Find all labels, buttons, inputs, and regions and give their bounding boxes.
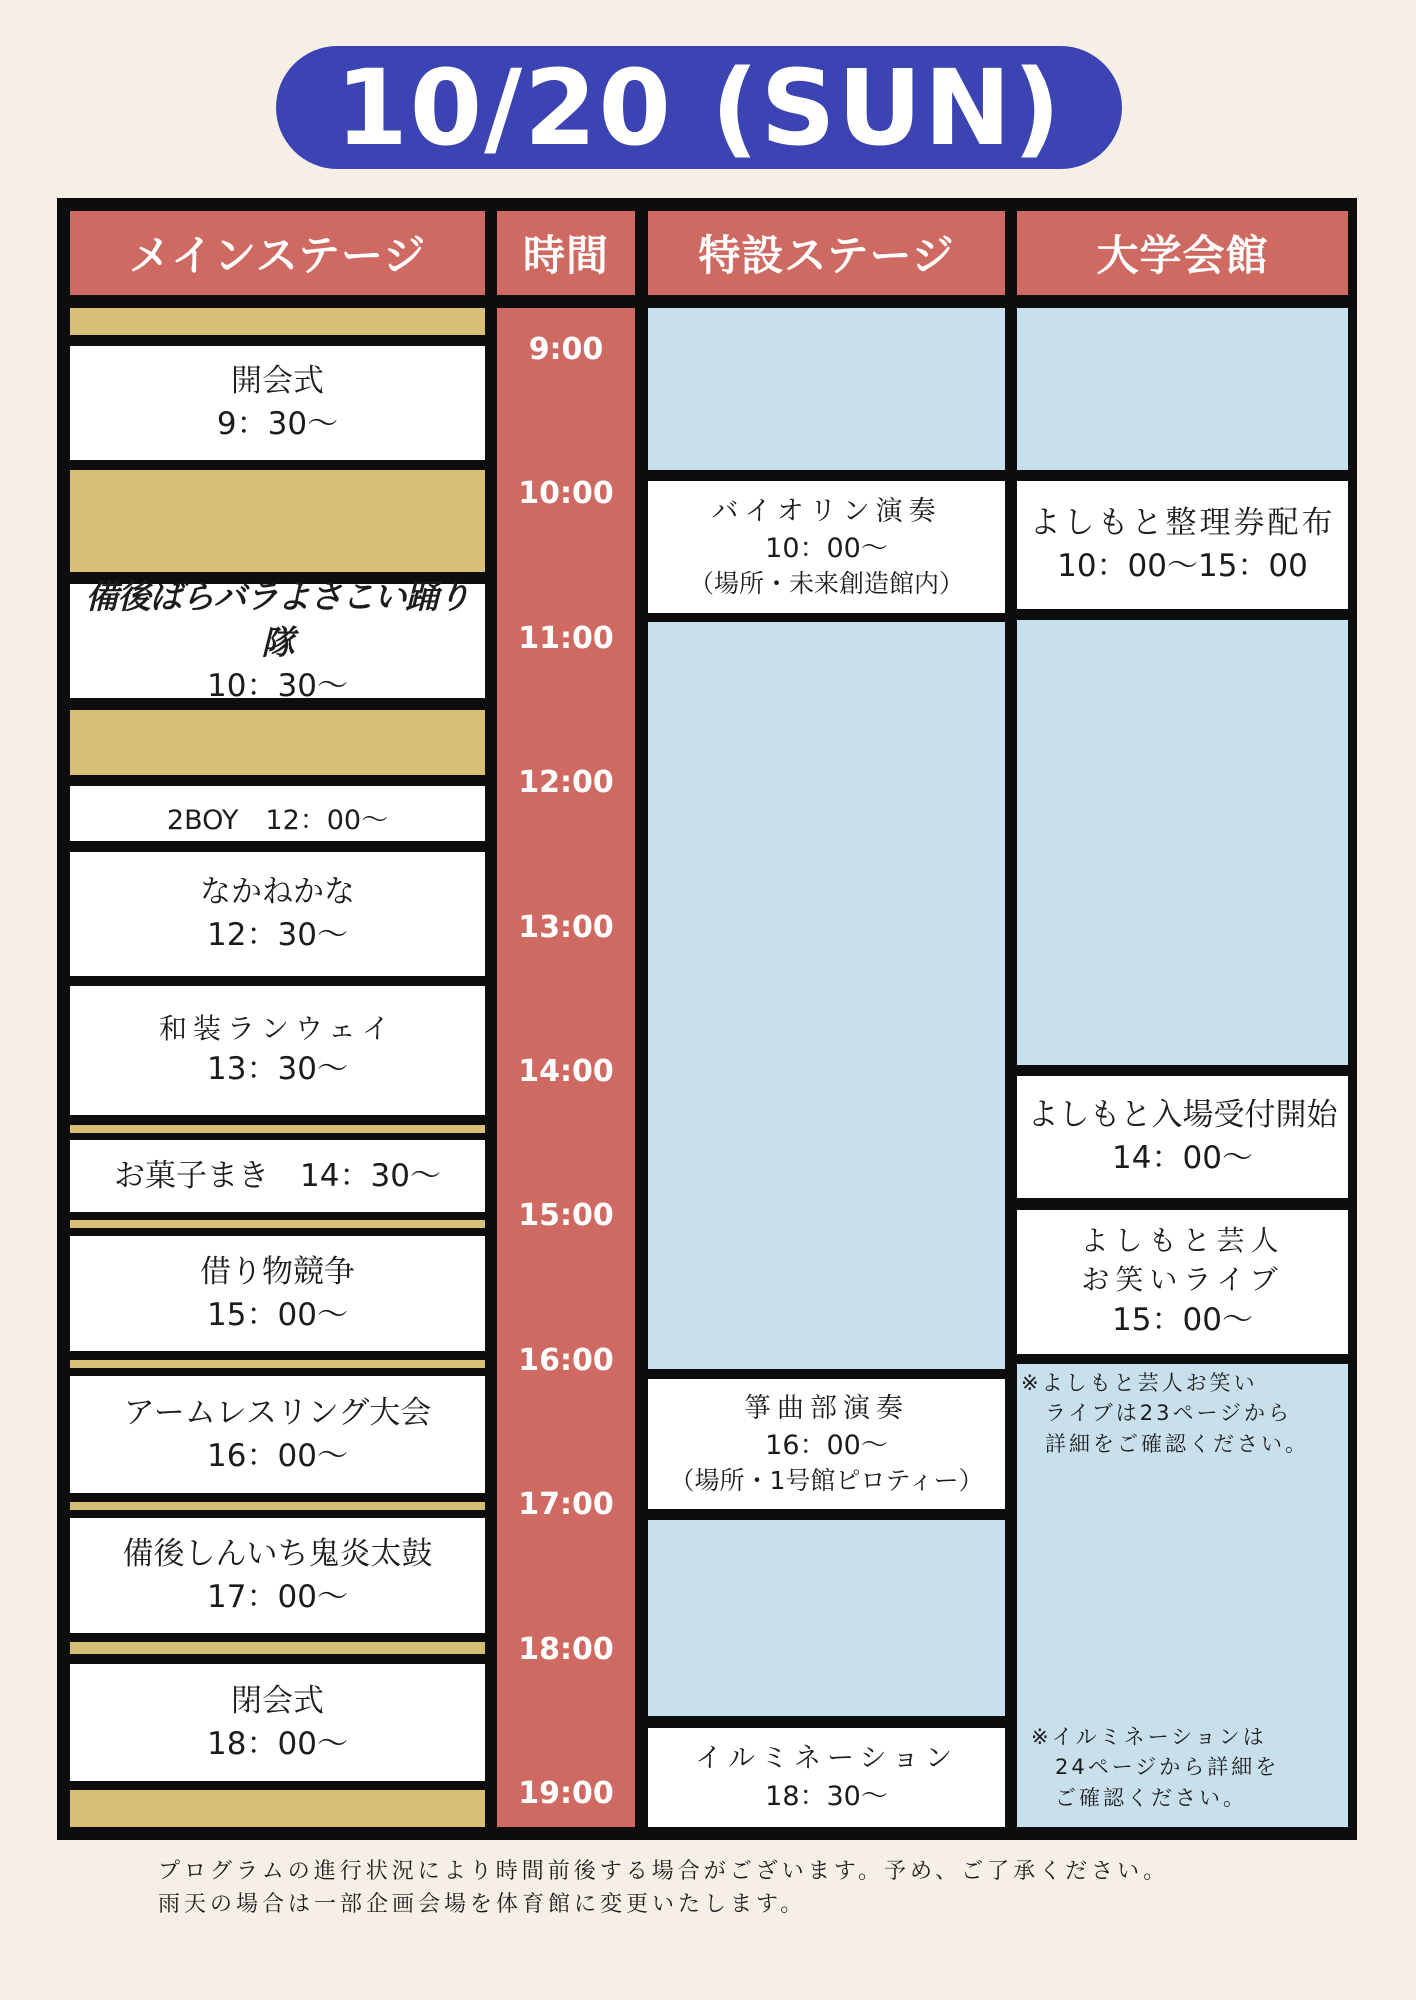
time-tick: 18:00	[518, 1632, 614, 1667]
header-univ-hall: 大学会館	[1017, 211, 1348, 295]
event-name-line1: よしもと芸人	[1080, 1223, 1285, 1257]
gap-filler	[70, 1790, 485, 1827]
event-yoshimoto-entry	[1017, 1076, 1348, 1198]
event-time: 17：00〜	[207, 1578, 348, 1615]
time-tick: 13:00	[518, 910, 614, 945]
event-location: （場所・未来創造館内）	[688, 569, 964, 598]
event-time: 15：00〜	[1112, 1302, 1253, 1339]
header-time: 時間	[497, 211, 635, 295]
gap-filler	[70, 1360, 485, 1368]
time-tick: 16:00	[518, 1343, 614, 1378]
empty-slot	[648, 308, 1005, 470]
event-name: よしもと入場受付開始	[1027, 1097, 1338, 1134]
notes-area	[1017, 1364, 1348, 1827]
event-karimono	[70, 1236, 485, 1351]
header-special-stage: 特設ステージ	[648, 211, 1005, 295]
time-tick: 9:00	[528, 332, 604, 367]
time-column	[497, 308, 635, 1827]
event-closing-ceremony	[70, 1664, 485, 1781]
event-okashi-maki	[70, 1140, 485, 1212]
event-taiko	[70, 1518, 485, 1633]
event-name: 借り物競争	[200, 1253, 355, 1290]
empty-slot	[648, 1520, 1005, 1716]
event-name-line2: お笑いライブ	[1081, 1262, 1284, 1296]
event-name: 閉会式	[231, 1682, 324, 1719]
event-name: バイオリン演奏	[711, 495, 942, 527]
gap-filler	[70, 1502, 485, 1510]
note-yoshimoto: ※よしもと芸人お笑い ライブは23ページから 詳細をご確認ください。	[1021, 1371, 1309, 1456]
event-name: 備後しんいち鬼炎太鼓	[122, 1535, 433, 1572]
event-name: 2BOY 12：00〜	[166, 804, 389, 836]
event-name: イルミネーション	[695, 1743, 958, 1775]
event-arm-wrestling	[70, 1376, 485, 1493]
event-time: 10：30〜	[207, 668, 348, 705]
empty-slot	[648, 622, 1005, 1369]
event-yosakoi	[70, 577, 485, 705]
date-title: 10/20 (SUN)	[276, 46, 1122, 169]
event-name: 箏曲部演奏	[744, 1392, 909, 1424]
event-time: 18：30〜	[765, 1780, 888, 1812]
event-name: アームレスリング大会	[123, 1394, 432, 1431]
event-nakanekana	[70, 852, 485, 976]
event-name: お菓子まき 14：30〜	[114, 1157, 441, 1194]
event-yoshimoto-tickets	[1017, 481, 1348, 609]
event-time: 16：00〜	[765, 1429, 888, 1461]
gap-filler	[70, 710, 485, 775]
footer-line: プログラムの進行状況により時間前後する場合がございます。予め、ご了承ください。	[158, 1859, 1170, 1884]
footer-line: 雨天の場合は一部企画会場を体育館に変更いたします。	[158, 1892, 807, 1917]
note-illumination: ※イルミネーションは 24ページから詳細を ご確認ください。	[1031, 1725, 1280, 1810]
time-tick: 12:00	[518, 765, 614, 800]
time-tick: 14:00	[518, 1054, 614, 1089]
gap-filler	[70, 470, 485, 572]
empty-slot	[1017, 620, 1348, 1065]
event-time: 14：00〜	[1112, 1140, 1253, 1176]
event-name: 和装ランウェイ	[159, 1011, 396, 1045]
event-koto	[648, 1379, 1005, 1509]
event-time: 12：30〜	[207, 917, 348, 953]
event-time: 15：00〜	[207, 1296, 348, 1333]
event-time: 10：00〜	[765, 532, 888, 564]
event-time: 16：00〜	[207, 1437, 348, 1474]
event-time: 13：30〜	[207, 1051, 348, 1088]
event-illumination	[648, 1728, 1005, 1827]
time-tick: 17:00	[518, 1487, 614, 1522]
empty-slot	[1017, 308, 1348, 470]
event-name: よしもと整理券配布	[1029, 505, 1336, 542]
event-location: （場所・1号館ピロティー）	[669, 1466, 984, 1495]
time-tick: 19:00	[518, 1776, 614, 1811]
gap-filler	[70, 308, 485, 335]
event-2boy	[70, 786, 485, 841]
time-tick: 10:00	[518, 476, 614, 511]
event-wasou-runway	[70, 986, 485, 1115]
time-tick: 11:00	[518, 621, 614, 656]
event-name: なかねかな	[200, 874, 355, 911]
time-tick: 15:00	[518, 1198, 614, 1233]
gap-filler	[70, 1642, 485, 1654]
footer-notes	[158, 1855, 1169, 1921]
event-name: 開会式	[231, 363, 324, 400]
event-time: 10：00〜15：00	[1057, 548, 1308, 584]
event-name: 備後ばらバラよさこい踊り隊	[85, 577, 470, 662]
header-main-stage: メインステージ	[70, 211, 485, 295]
event-time: 9：30〜	[216, 406, 339, 442]
event-opening-ceremony	[70, 346, 485, 460]
gap-filler	[70, 1125, 485, 1133]
event-yoshimoto-live	[1017, 1210, 1348, 1354]
event-time: 18：00〜	[207, 1725, 348, 1762]
event-violin	[648, 481, 1005, 613]
gap-filler	[70, 1220, 485, 1228]
